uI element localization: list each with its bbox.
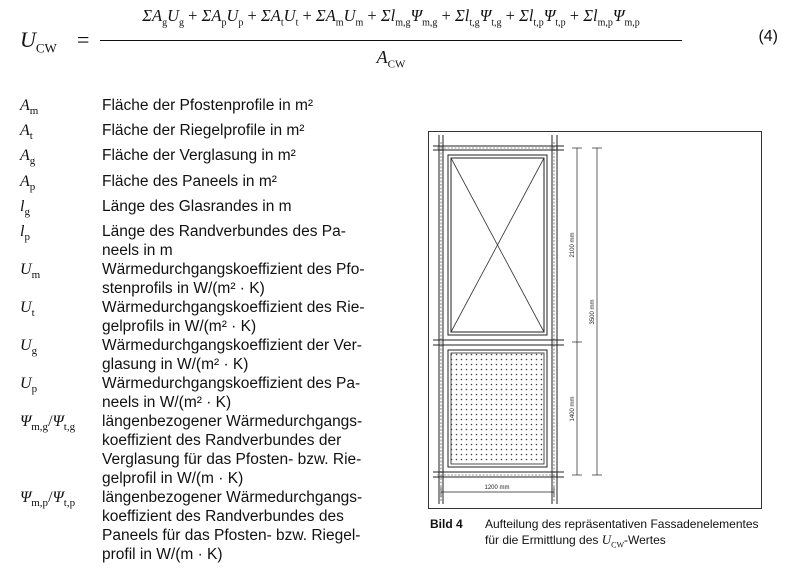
caption-line-1: Aufteilung des repräsentativen Fassadenelementes: [485, 517, 759, 531]
dim-upper-label: 2100 mm: [570, 232, 576, 258]
legend-description: Länge des Glasrandes in m: [102, 197, 292, 215]
legend-symbol: $U_t$: [20, 298, 35, 320]
dim-width-label: 1200 mm: [484, 485, 510, 491]
legend-description: längenbezogener Wärmedurchgangs- koeffizient des Randverbundes des Paneels für das Pfosten- bzw. Riegel- profil in W/(m · K): [102, 488, 363, 563]
facade-drawing: [429, 132, 763, 510]
equals-sign: =: [77, 27, 90, 52]
legend-symbol: $A_p$: [20, 172, 36, 193]
numerator-term: $\Sigma A_pU_p$: [201, 6, 244, 29]
plus-sign: +: [184, 6, 202, 25]
legend-symbol: $A_m$: [20, 97, 39, 118]
plus-sign: +: [565, 6, 584, 25]
legend-row: [20, 298, 392, 336]
legend-description: längenbezogener Wärmedurchgangs- koeffizient des Randverbundes der Verglasung für das Pfosten- bzw. Rie- gelprofil in W/(m · K): [102, 412, 363, 487]
legend-row: [20, 260, 392, 298]
dim-total-label: 3500 mm: [590, 299, 596, 325]
dim-lower-label: 1400 mm: [570, 396, 576, 422]
legend-description: Wärmedurchgangskoeffizient des Pa- neels in W/(m² · K): [102, 374, 361, 411]
legend-row: [20, 197, 392, 222]
figure-caption: [430, 517, 800, 553]
equation-number: (4): [758, 28, 778, 45]
numerator-term: $\Sigma l_{m,p}\Psi_{m,p}$: [583, 6, 640, 29]
legend-symbol: $U_p$: [20, 374, 38, 396]
numerator-term: $\Sigma A_mU_m$: [315, 6, 364, 29]
legend-symbol: $l_p$: [20, 222, 30, 244]
legend-description: Fläche der Pfostenprofile in m²: [102, 97, 314, 114]
plus-sign: +: [501, 6, 520, 25]
legend-symbol: $A_g$: [20, 147, 36, 168]
facade-element-figure: [428, 131, 762, 509]
legend-row: [20, 146, 392, 171]
legend-description: Fläche der Verglasung in m²: [102, 147, 296, 165]
numerator-term: $\Sigma A_tU_t$: [260, 6, 299, 29]
legend-description: Fläche des Paneels in m²: [102, 172, 277, 190]
legend-symbol: $\Psi_{m,p}/\Psi_{t,p}$: [20, 488, 76, 510]
legend-symbol: $U_g$: [20, 336, 38, 358]
legend-description: Fläche der Riegelprofile in m²: [102, 122, 305, 140]
plus-sign: +: [363, 6, 381, 25]
legend-description: Wärmedurchgangskoeffizient der Ver- glasung in W/(m² · K): [102, 336, 362, 373]
equation-lhs: $U_{CW}$: [20, 27, 57, 56]
legend-row: [20, 412, 392, 488]
plus-sign: +: [298, 6, 316, 25]
legend-row: [20, 374, 392, 412]
plus-sign: +: [243, 6, 261, 25]
fraction-bar: [100, 40, 682, 41]
caption-label: Bild 4: [430, 517, 463, 531]
numerator-term: $\Sigma A_gU_g$: [142, 6, 185, 29]
equation-denominator: $A_{CW}$: [376, 47, 406, 71]
equation-numerator: [100, 6, 682, 28]
legend-row: [20, 336, 392, 374]
symbol-legend: [20, 96, 392, 564]
numerator-term: $\Sigma l_{m,g}\Psi_{m,g}$: [380, 6, 438, 29]
legend-symbol: $U_m$: [20, 260, 41, 282]
legend-description: Wärmedurchgangskoeffizient des Rie- gelprofils in W/(m² · K): [102, 298, 365, 335]
legend-row: [20, 172, 392, 197]
legend-description: Wärmedurchgangskoeffizient des Pfo- stenprofils in W/(m² · K): [102, 260, 365, 297]
plus-sign: +: [437, 6, 455, 25]
equation: [0, 0, 800, 80]
caption-line-2: für die Ermittlung des $U_{CW}$-Wertes: [485, 532, 666, 550]
legend-description: Länge des Randverbundes des Pa- neels in m: [102, 222, 346, 259]
legend-symbol: $A_t$: [20, 122, 33, 143]
numerator-term: $\Sigma l_{t,p}\Psi_{t,p}$: [519, 6, 566, 29]
legend-row: [20, 222, 392, 260]
legend-symbol: $\Psi_{m,g}/\Psi_{t,g}$: [20, 412, 76, 434]
legend-row: [20, 96, 392, 121]
legend-row: [20, 121, 392, 146]
legend-row: [20, 488, 392, 564]
numerator-term: $\Sigma l_{t,g}\Psi_{t,g}$: [454, 6, 502, 29]
legend-symbol: $l_g$: [20, 197, 30, 218]
